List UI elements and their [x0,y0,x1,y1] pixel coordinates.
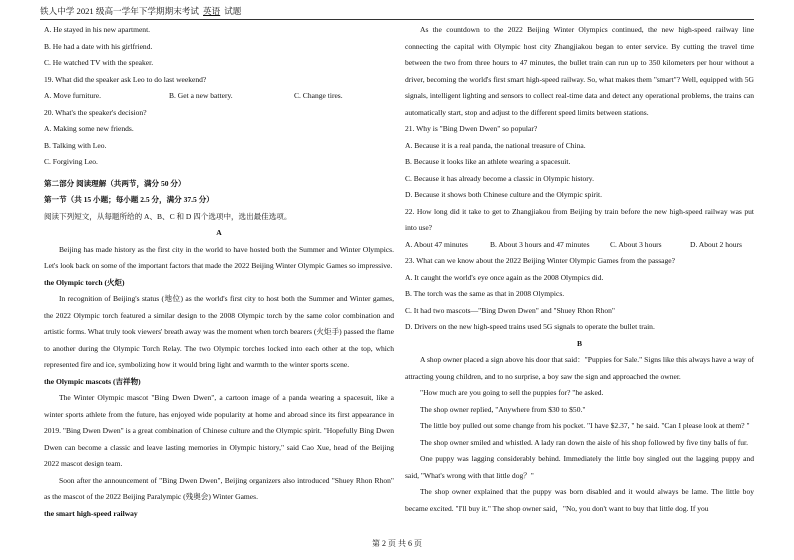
instructions: 阅读下列短文，从每题所给的 A、B、C 和 D 四个选项中，选出最佳选项。 [44,211,292,221]
q18-option-a: A. He stayed in his new apartment. [44,25,151,34]
right-column [405,22,754,517]
q23-option-a: A. It caught the world's eye once again as the 2008 Olympics did. [405,272,604,282]
q22-options [405,237,754,254]
q19-option-a: A. Move furniture. [44,91,102,100]
q21-option-a: A. Because it is a real panda, the national treasure of China. [405,140,586,150]
q21-option-c: C. Because it has already become a classic in Olympic history. [405,173,594,183]
q22-option-d: D. About 2 hours [690,239,742,249]
paragraph-mascot-1: The Winter Olympic mascot "Bing Dwen Dwen", a cartoon image of a panda wearing a spacesuit, like a winter sports athlete from the future, has enjoyed wide popularity at home and abroad since its first appearance in 2019. "Bing Dwen Dwen" is a great combination of Chinese culture and the Olympic spirit. "Hopefully Bing Dwen Dwen can become a classic and leave lasting memories in Olympic history," said Cao Xue, head of the Beijing 2022 mascot design team. [44,393,394,468]
q20-option-a: A. Making some new friends. [44,124,134,133]
paragraph-b-6: One puppy was lagging considerably behind. Immediately the little boy singled out the lagging puppy and said, "What's wrong with that little dog？" [405,454,754,480]
q20-question: 20. What's the speaker's decision? [44,107,147,117]
header-suffix: 试题 [224,6,242,16]
heading-torch: the Olympic torch (火炬) [44,277,125,287]
q18-option-c: C. He watched TV with the speaker. [44,58,154,67]
q19-option-c: C. Change tires. [294,91,343,100]
q19-options [44,88,394,105]
header-subject: 英语 [203,6,221,16]
paragraph-torch: In recognition of Beijing's status (地位) as the world's first city to host both the Summer and Winter games, the 2022 Olympic torch featured a similar design to the 2008 Olympic torch by the same color combination and artistic forms. What truly took viewers' breath away was the moment when torch bearers (火炬手) passed the flame to another during the Olympic Torch Relay. The two Olympic torches locked into each other at the top, which represented fire and ice, symbolizing how it would bring light and warmth to the winter sports scene. [44,294,394,369]
paragraph-intro: Beijing has made history as the first city in the world to have hosted both the Summer and Winter Olympics. Let's look back on some of the important factors that made the 2022 Beijing Winter Olympic Games so impressive. [44,244,394,270]
section1-title: 第一节（共 15 小题；每小题 2.5 分，满分 37.5 分） [44,195,214,204]
q23-option-b: B. The torch was the same as that in 2008 Olympics. [405,289,565,298]
q20-option-b: B. Talking with Leo. [44,140,107,150]
page-footer: 第 2 页 共 6 页 [372,539,422,548]
q22-option-b: B. About 3 hours and 47 minutes [490,239,590,249]
q22-option-a: A. About 47 minutes [405,239,468,249]
part2-title: 第二部分 阅读理解（共两节，满分 50 分） [44,178,186,188]
heading-railway: the smart high-speed railway [44,508,138,518]
q21-option-b: B. Because it looks like an athlete wearing a spacesuit. [405,157,571,166]
q21-question: 21. Why is "Bing Dwen Dwen" so popular? [405,124,538,133]
q21-option-d: D. Because it shows both Chinese culture and the Olympic spirit. [405,190,603,199]
paragraph-b-2: "How much are you going to sell the puppies for? "he asked. [420,388,604,397]
q23-option-d: D. Drivers on the new high-speed trains used 5G signals to operate the bullet train. [405,322,655,331]
q18-option-b: B. He had a date with his girlfriend. [44,41,153,51]
left-column [44,22,394,522]
paragraph-mascot-2: Soon after the announcement of "Bing Dwen Dwen", Beijing organizers also introduced "Shuey Rhon Rhon" as the mascot of the 2022 Beijing Paralympic (残奥会) Winter Games. [44,475,394,501]
q19-question: 19. What did the speaker ask Leo to do last weekend? [44,74,207,84]
passage-b-label: B [576,338,583,348]
q23-option-c: C. It had two mascots—"Bing Dwen Dwen" and "Shuey Rhon Rhon" [405,305,615,315]
q22-option-c: C. About 3 hours [610,239,662,249]
q20-option-c: C. Forgiving Leo. [44,157,98,166]
header-school-title: 铁人中学 2021 级高一学年下学期期末考试 [40,6,199,16]
passage-a-label: A [216,228,222,237]
q19-option-b: B. Get a new battery. [169,91,233,100]
q22-question: 22. How long did it take to get to Zhangjiakou from Beijing by train before the new high-speed railway was put into use? [405,206,754,232]
q23-question: 23. What can we know about the 2022 Beijing Winter Olympic Games from the passage? [405,256,675,265]
paragraph-b-1: A shop owner placed a sign above his door that said："Puppies for Sale." Signs like this always have a way of attracting young children, and to no surprise, a boy saw the sign and approached the owner. [405,355,754,381]
paragraph-b-4: The little boy pulled out some change from his pocket. "I have $2.37, " he said. "Can I please look at them? " [420,421,750,430]
heading-mascots: the Olympic mascots (吉祥物) [44,376,141,386]
paragraph-b-5: The shop owner smiled and whistled. A lady ran down the aisle of his shop followed by five tiny balls of fur. [420,437,749,447]
page-header [40,4,754,20]
paragraph-b-7: The shop owner explained that the puppy was born disabled and it would always be lame. The little boy became excited. "I'll buy it." The shop owner said，"No, you don't want to buy that little dog. If you [405,487,754,513]
paragraph-railway: As the countdown to the 2022 Beijing Winter Olympics continued, the new high-speed railway line connecting the capital with Olympic host city Zhangjiakou began to enter service. By cutting the travel time between the two from three hours to 47 minutes, the bullet train can run up to 350 kilometers per hour without a driver, becoming the world's first smart high-speed railway. So, what makes them "smart"? Well, equipped with 5G signals, intelligent lighting and sensors to collect real-time data and detect any operational problems, the trains can automatically start, stop and adjust to the different speed limits between stations. [405,25,754,117]
paragraph-b-3: The shop owner replied, "Anywhere from $30 to $50." [420,404,586,414]
